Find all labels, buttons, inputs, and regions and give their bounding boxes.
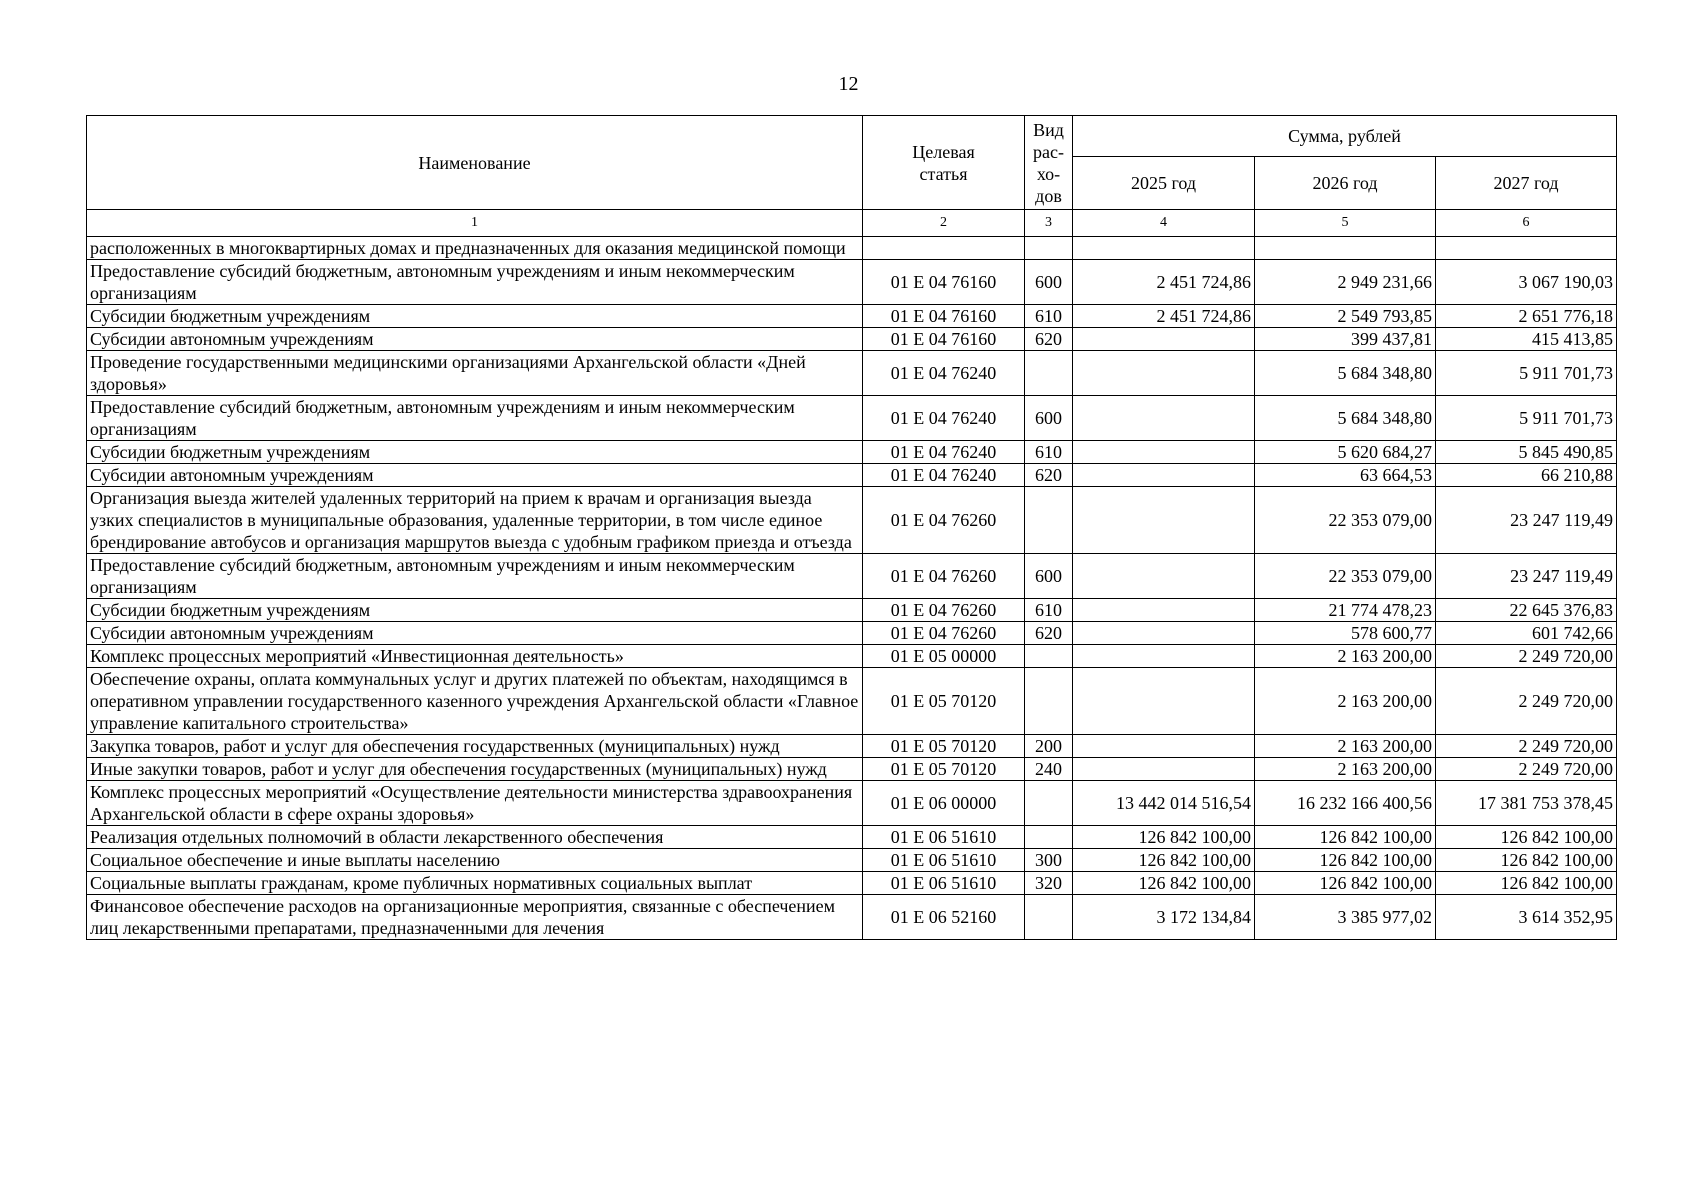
row-sum-2027: 2 249 720,00 [1436, 735, 1617, 758]
row-sum-2027: 23 247 119,49 [1436, 487, 1617, 554]
row-name: Иные закупки товаров, работ и услуг для обеспечения государственных (муниципальных) нужд [87, 758, 863, 781]
row-sum-2025: 13 442 014 516,54 [1073, 781, 1255, 826]
row-sum-2026: 399 437,81 [1255, 328, 1436, 351]
row-expense-type [1025, 781, 1073, 826]
header-vid-line: Вид [1033, 119, 1064, 140]
row-sum-2025 [1073, 237, 1255, 260]
row-target-article: 01 Е 06 51610 [863, 849, 1025, 872]
row-sum-2027: 2 249 720,00 [1436, 645, 1617, 668]
header-year-2027: 2027 год [1436, 157, 1617, 210]
page-number: 12 [838, 73, 859, 95]
row-expense-type: 200 [1025, 735, 1073, 758]
header-expense-type [1025, 116, 1073, 210]
row-name: Обеспечение охраны, оплата коммунальных услуг и других платежей по объектам, находящимся в оперативном управлении государственного казенного учреждения Архангельской области «Главное управление капитального строительства» [87, 668, 863, 735]
column-number: 3 [1025, 210, 1073, 237]
column-number: 5 [1255, 210, 1436, 237]
row-target-article: 01 Е 06 52160 [863, 895, 1025, 940]
row-expense-type: 620 [1025, 464, 1073, 487]
row-sum-2026: 5 620 684,27 [1255, 441, 1436, 464]
row-target-article: 01 Е 04 76240 [863, 464, 1025, 487]
header-target-line2: статья [919, 163, 968, 184]
row-sum-2026: 2 549 793,85 [1255, 305, 1436, 328]
row-sum-2025 [1073, 668, 1255, 735]
row-expense-type: 600 [1025, 396, 1073, 441]
row-sum-2026: 3 385 977,02 [1255, 895, 1436, 940]
row-sum-2026: 63 664,53 [1255, 464, 1436, 487]
header-vid-line: хо- [1036, 163, 1061, 184]
row-name: Реализация отдельных полномочий в области лекарственного обеспечения [87, 826, 863, 849]
row-sum-2026: 22 353 079,00 [1255, 554, 1436, 599]
row-expense-type: 610 [1025, 305, 1073, 328]
row-sum-2027: 126 842 100,00 [1436, 872, 1617, 895]
row-sum-2027 [1436, 237, 1617, 260]
table-row [87, 464, 1617, 487]
row-sum-2026: 2 949 231,66 [1255, 260, 1436, 305]
row-target-article: 01 Е 04 76260 [863, 487, 1025, 554]
table-row [87, 849, 1617, 872]
row-sum-2027: 17 381 753 378,45 [1436, 781, 1617, 826]
row-name: Социальное обеспечение и иные выплаты населению [87, 849, 863, 872]
row-target-article: 01 Е 05 70120 [863, 735, 1025, 758]
row-target-article: 01 Е 06 51610 [863, 826, 1025, 849]
row-target-article: 01 Е 04 76240 [863, 351, 1025, 396]
row-name: Финансовое обеспечение расходов на организационные мероприятия, связанные с обеспечением лиц лекарственными препаратами, предназначенными для лечения [87, 895, 863, 940]
row-sum-2025 [1073, 622, 1255, 645]
row-sum-2025 [1073, 487, 1255, 554]
row-target-article: 01 Е 04 76260 [863, 622, 1025, 645]
row-sum-2026: 2 163 200,00 [1255, 735, 1436, 758]
row-name: Организация выезда жителей удаленных территорий на прием к врачам и организация выезда узких специалистов в муниципальные образования, удаленные территории, в том числе единое брендирование автобусов и организация маршрутов выезда с удобным графиком приезда и отъезда [87, 487, 863, 554]
row-sum-2025: 126 842 100,00 [1073, 826, 1255, 849]
row-sum-2027: 126 842 100,00 [1436, 826, 1617, 849]
row-name: Комплекс процессных мероприятий «Осуществление деятельности министерства здравоохранения Архангельской области в сфере охраны здоровья» [87, 781, 863, 826]
row-target-article: 01 Е 06 00000 [863, 781, 1025, 826]
table-row [87, 351, 1617, 396]
header-year-2025: 2025 год [1073, 157, 1255, 210]
row-sum-2027: 22 645 376,83 [1436, 599, 1617, 622]
row-sum-2025: 126 842 100,00 [1073, 872, 1255, 895]
row-expense-type: 620 [1025, 622, 1073, 645]
header-name: Наименование [87, 116, 863, 210]
row-name: Комплекс процессных мероприятий «Инвестиционная деятельность» [87, 645, 863, 668]
row-sum-2026: 5 684 348,80 [1255, 396, 1436, 441]
row-name: Субсидии бюджетным учреждениям [87, 441, 863, 464]
row-sum-2026: 126 842 100,00 [1255, 849, 1436, 872]
row-sum-2027: 5 911 701,73 [1436, 396, 1617, 441]
table-row [87, 260, 1617, 305]
row-sum-2027: 3 067 190,03 [1436, 260, 1617, 305]
row-sum-2027: 601 742,66 [1436, 622, 1617, 645]
table-row [87, 487, 1617, 554]
row-sum-2026: 21 774 478,23 [1255, 599, 1436, 622]
row-expense-type: 600 [1025, 554, 1073, 599]
row-sum-2025 [1073, 441, 1255, 464]
row-name: Социальные выплаты гражданам, кроме публичных нормативных социальных выплат [87, 872, 863, 895]
table-row [87, 781, 1617, 826]
row-target-article: 01 Е 05 70120 [863, 758, 1025, 781]
table-row [87, 328, 1617, 351]
row-sum-2026: 578 600,77 [1255, 622, 1436, 645]
row-sum-2026: 2 163 200,00 [1255, 758, 1436, 781]
row-name: Предоставление субсидий бюджетным, автономным учреждениям и иным некоммерческим организациям [87, 396, 863, 441]
row-sum-2027: 5 911 701,73 [1436, 351, 1617, 396]
budget-table [86, 115, 1617, 940]
row-sum-2025: 2 451 724,86 [1073, 260, 1255, 305]
row-sum-2027: 415 413,85 [1436, 328, 1617, 351]
row-sum-2026: 5 684 348,80 [1255, 351, 1436, 396]
row-expense-type: 300 [1025, 849, 1073, 872]
row-sum-2027: 2 651 776,18 [1436, 305, 1617, 328]
row-target-article: 01 Е 04 76260 [863, 554, 1025, 599]
row-expense-type [1025, 237, 1073, 260]
row-sum-2027: 2 249 720,00 [1436, 668, 1617, 735]
row-sum-2025 [1073, 735, 1255, 758]
row-sum-2027: 23 247 119,49 [1436, 554, 1617, 599]
row-sum-2025: 126 842 100,00 [1073, 849, 1255, 872]
row-expense-type: 610 [1025, 599, 1073, 622]
row-sum-2025 [1073, 645, 1255, 668]
row-expense-type [1025, 895, 1073, 940]
table-row [87, 441, 1617, 464]
header-vid-line: рас- [1033, 141, 1064, 162]
row-name: Закупка товаров, работ и услуг для обеспечения государственных (муниципальных) нужд [87, 735, 863, 758]
row-sum-2025 [1073, 351, 1255, 396]
row-sum-2026: 126 842 100,00 [1255, 826, 1436, 849]
header-target-line1: Целевая [912, 141, 975, 162]
row-name: Субсидии бюджетным учреждениям [87, 305, 863, 328]
column-number: 6 [1436, 210, 1617, 237]
table-body [87, 237, 1617, 940]
row-target-article: 01 Е 06 51610 [863, 872, 1025, 895]
column-numbers-row [87, 210, 1617, 237]
row-sum-2027: 66 210,88 [1436, 464, 1617, 487]
row-expense-type [1025, 826, 1073, 849]
table-row [87, 622, 1617, 645]
table-row [87, 599, 1617, 622]
row-sum-2026: 2 163 200,00 [1255, 645, 1436, 668]
header-year-2026: 2026 год [1255, 157, 1436, 210]
column-number: 4 [1073, 210, 1255, 237]
row-target-article: 01 Е 04 76160 [863, 328, 1025, 351]
header-vid-line: дов [1035, 185, 1062, 206]
row-expense-type: 620 [1025, 328, 1073, 351]
row-name: расположенных в многоквартирных домах и предназначенных для оказания медицинской помощи [87, 237, 863, 260]
table-row [87, 305, 1617, 328]
row-sum-2027: 5 845 490,85 [1436, 441, 1617, 464]
row-expense-type [1025, 351, 1073, 396]
row-sum-2026: 16 232 166 400,56 [1255, 781, 1436, 826]
row-target-article: 01 Е 04 76260 [863, 599, 1025, 622]
header-sum: Сумма, рублей [1073, 116, 1617, 157]
row-target-article: 01 Е 05 00000 [863, 645, 1025, 668]
row-expense-type: 610 [1025, 441, 1073, 464]
row-expense-type [1025, 487, 1073, 554]
row-target-article: 01 Е 04 76240 [863, 396, 1025, 441]
table-row [87, 237, 1617, 260]
row-name: Субсидии автономным учреждениям [87, 464, 863, 487]
table-row [87, 554, 1617, 599]
row-expense-type [1025, 668, 1073, 735]
row-sum-2026: 2 163 200,00 [1255, 668, 1436, 735]
table-row [87, 645, 1617, 668]
row-expense-type: 320 [1025, 872, 1073, 895]
table-row [87, 826, 1617, 849]
row-sum-2026 [1255, 237, 1436, 260]
row-sum-2025 [1073, 464, 1255, 487]
row-target-article: 01 Е 04 76240 [863, 441, 1025, 464]
row-sum-2025 [1073, 396, 1255, 441]
row-sum-2025 [1073, 554, 1255, 599]
row-expense-type: 600 [1025, 260, 1073, 305]
row-expense-type: 240 [1025, 758, 1073, 781]
row-sum-2027: 3 614 352,95 [1436, 895, 1617, 940]
table-row [87, 872, 1617, 895]
row-name: Предоставление субсидий бюджетным, автономным учреждениям и иным некоммерческим организациям [87, 260, 863, 305]
row-name: Субсидии автономным учреждениям [87, 622, 863, 645]
row-target-article: 01 Е 04 76160 [863, 260, 1025, 305]
table-row [87, 668, 1617, 735]
row-sum-2025 [1073, 758, 1255, 781]
row-name: Субсидии бюджетным учреждениям [87, 599, 863, 622]
row-target-article [863, 237, 1025, 260]
table-row [87, 735, 1617, 758]
row-name: Проведение государственными медицинскими организациями Архангельской области «Дней здоровья» [87, 351, 863, 396]
table-row [87, 895, 1617, 940]
table-row [87, 396, 1617, 441]
row-sum-2027: 126 842 100,00 [1436, 849, 1617, 872]
row-sum-2025 [1073, 599, 1255, 622]
column-number: 2 [863, 210, 1025, 237]
row-sum-2026: 126 842 100,00 [1255, 872, 1436, 895]
table-row [87, 758, 1617, 781]
row-name: Субсидии автономным учреждениям [87, 328, 863, 351]
column-number: 1 [87, 210, 863, 237]
header-target-article [863, 116, 1025, 210]
row-target-article: 01 Е 04 76160 [863, 305, 1025, 328]
row-target-article: 01 Е 05 70120 [863, 668, 1025, 735]
row-name: Предоставление субсидий бюджетным, автономным учреждениям и иным некоммерческим организациям [87, 554, 863, 599]
row-expense-type [1025, 645, 1073, 668]
row-sum-2027: 2 249 720,00 [1436, 758, 1617, 781]
row-sum-2026: 22 353 079,00 [1255, 487, 1436, 554]
row-sum-2025: 2 451 724,86 [1073, 305, 1255, 328]
row-sum-2025: 3 172 134,84 [1073, 895, 1255, 940]
row-sum-2025 [1073, 328, 1255, 351]
